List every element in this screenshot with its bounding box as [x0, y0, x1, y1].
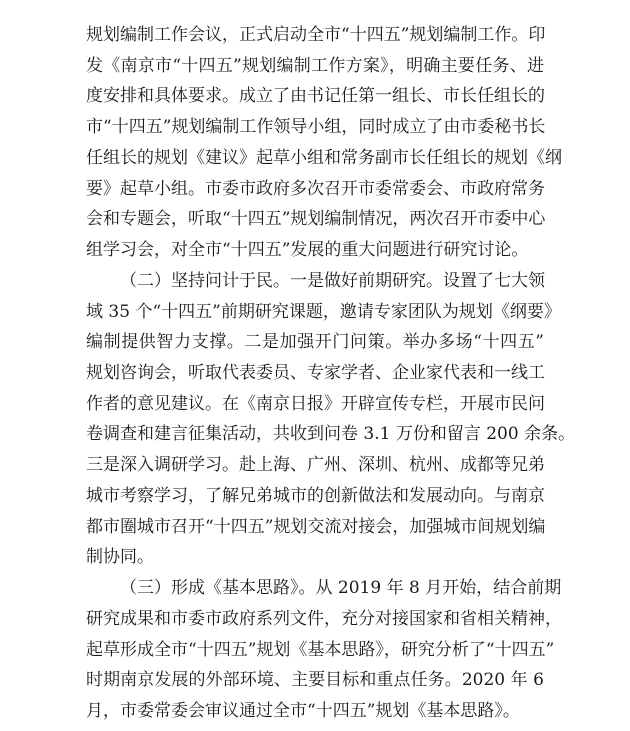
- text-line: 起草形成全市“十四五”规划《基本思路》，研究分析了“十四五”: [86, 640, 555, 660]
- text-line: 规划咨询会，听取代表委员、专家学者、企业家代表和一线工: [86, 363, 545, 383]
- text-line: 任组长的规划《建议》起草小组和常务副市长任组长的规划《纲: [86, 148, 562, 168]
- text-line: 研究成果和市委市政府系列文件，充分对接国家和省相关精神，: [86, 609, 562, 629]
- text-line: 卷调查和建言征集活动，共收到问卷 3.1 万份和留言 200 余条。: [86, 424, 576, 444]
- text-line: 会和专题会，听取“十四五”规划编制情况，两次召开市委中心: [86, 209, 546, 229]
- text-line: 市“十四五”规划编制工作领导小组，同时成立了由市委秘书长: [86, 117, 546, 137]
- text-line: 编制提供智力支撑。二是加强开门问策。举办多场“十四五”: [86, 332, 544, 352]
- text-line: 发《南京市“十四五”规划编制工作方案》，明确主要任务、进: [86, 56, 544, 76]
- text-line: 三是深入调研学习。赴上海、广州、深圳、杭州、成都等兄弟: [86, 455, 545, 475]
- text-line: 组学习会，对全市“十四五”发展的重大问题进行研究讨论。: [86, 240, 529, 260]
- text-line: 都市圈城市召开“十四五”规划交流对接会，加强城市间规划编: [86, 517, 546, 537]
- text-line: 域 35 个“十四五”前期研究课题，邀请专家团队为规划《纲要》: [86, 302, 561, 322]
- text-line: 规划编制工作会议，正式启动全市“十四五”规划编制工作。印: [86, 25, 546, 45]
- text-line: 制协同。: [86, 547, 154, 567]
- text-line: 时期南京发展的外部环境、主要目标和重点任务。2020 年 6: [86, 670, 544, 690]
- section-heading-line: （三）形成《基本思路》。从 2019 年 8 月开始，结合前期: [120, 578, 562, 598]
- text-line: 度安排和具体要求。成立了由书记任第一组长、市长任组长的: [86, 86, 545, 106]
- section-heading-line: （二）坚持问计于民。一是做好前期研究。设置了七大领: [120, 271, 545, 291]
- text-line: 月，市委常委会审议通过全市“十四五”规划《基本思路》。: [86, 701, 520, 721]
- text-line: 城市考察学习，了解兄弟城市的创新做法和发展动向。与南京: [86, 486, 545, 506]
- text-line: 作者的意见建议。在《南京日报》开辟宣传专栏，开展市民问: [86, 394, 545, 414]
- text-line: 要》起草小组。市委市政府多次召开市委常委会、市政府常务: [86, 179, 545, 199]
